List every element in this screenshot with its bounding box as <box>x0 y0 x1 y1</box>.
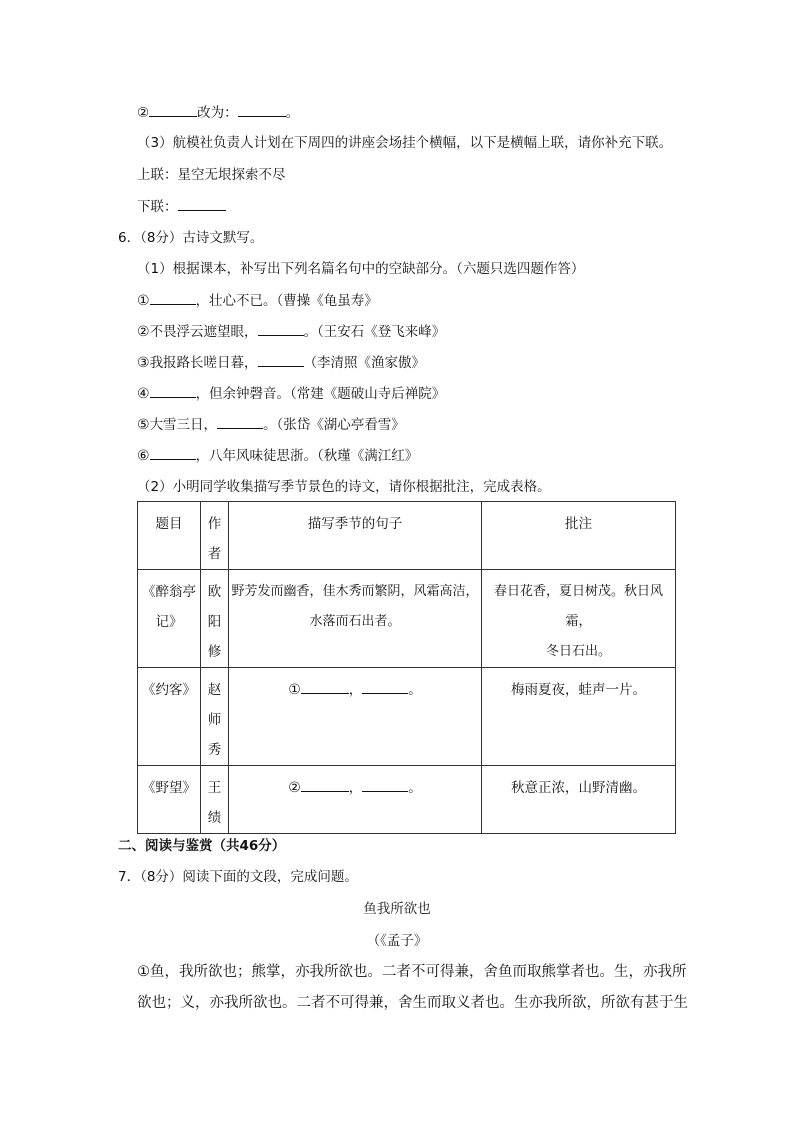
answer-blank[interactable] <box>217 414 263 429</box>
season-poem-table <box>137 501 676 834</box>
item-text: 。（张岱《湖心亭看雪》 <box>263 417 405 433</box>
passage-title: 鱼我所欲也 <box>363 901 431 917</box>
item-mark: ① <box>137 293 150 309</box>
table-header-row <box>138 502 676 570</box>
cell-note: 梅雨夏夜，蛙声一片。 <box>482 668 676 766</box>
cell-author: 欧 阳 修 <box>201 570 229 668</box>
couplet-lower <box>137 196 226 217</box>
end: 。 <box>408 780 422 796</box>
header-title: 题目 <box>138 502 201 570</box>
header-note: 批注 <box>482 502 676 570</box>
item-text: 。 <box>285 105 300 121</box>
poem-item-2 <box>137 321 445 342</box>
passage-author: （《孟子》 <box>366 933 428 949</box>
answer-blank[interactable] <box>301 679 349 694</box>
answer-blank[interactable] <box>149 102 197 117</box>
item-mark: ② <box>288 780 301 796</box>
item-text: （李清照《渔家傲》 <box>303 355 426 371</box>
answer-blank[interactable] <box>301 777 349 792</box>
q5-item2 <box>137 102 299 123</box>
item-mark: ① <box>288 682 301 698</box>
cell-note: 春日花香，夏日树茂。秋日风霜， 冬日石出。 <box>482 570 676 668</box>
q7-title: 7．（8分）阅读下面的文段，完成问题。 <box>118 869 358 885</box>
answer-blank[interactable] <box>238 102 286 117</box>
item-mark: ② <box>137 324 150 340</box>
header-sentence: 描写季节的句子 <box>229 502 482 570</box>
item-mark: ③ <box>137 355 150 371</box>
item-mark: ② <box>137 105 150 121</box>
end: 。 <box>408 682 422 698</box>
poem-item-4 <box>137 383 445 404</box>
cell-title: 《醉翁亭 记》 <box>138 570 201 668</box>
item-text: 不畏浮云遮望眼， <box>149 324 258 340</box>
item-mark: ⑤ <box>137 417 150 433</box>
item-text: 改为： <box>197 105 238 121</box>
table-row <box>138 668 676 766</box>
item-text: 大雪三日， <box>149 417 218 433</box>
q6-sub2: （2）小明同学收集描写季节景色的诗文，请你根据批注，完成表格。 <box>137 479 551 495</box>
answer-blank[interactable] <box>258 321 304 336</box>
table-row <box>138 570 676 668</box>
poem-item-6 <box>137 445 418 466</box>
q6-sub1: （1）根据课本，补写出下列名篇名句中的空缺部分。（六题只选四题作答） <box>137 261 585 277</box>
header-author: 作 者 <box>201 502 229 570</box>
item-text: ，壮心不已。（曹操《龟虽寿》 <box>195 293 378 309</box>
cell-sentence: 野芳发而幽香，佳木秀而繁阴，风霜高洁， 水落而石出者。 <box>229 570 482 668</box>
cell-title: 《野望》 <box>138 766 201 834</box>
item-mark: ④ <box>137 386 150 402</box>
item-text: 我报路长嗟日暮， <box>149 355 258 371</box>
poem-item-3 <box>137 352 425 373</box>
lower-label: 下联： <box>137 199 178 215</box>
passage-line: 欲也；义，亦我所欲也。二者不可得兼，舍生而取义者也。生亦我所欲，所欲有甚于生 <box>137 995 688 1011</box>
cell-sentence <box>229 766 482 834</box>
q5-sub3: （3）航模社负责人计划在下周四的讲座会场挂个横幅，以下是横幅上联，请你补充下联。 <box>137 135 673 151</box>
poem-item-1 <box>137 290 378 311</box>
poem-item-5 <box>137 414 405 435</box>
answer-blank[interactable] <box>150 383 196 398</box>
cell-note: 秋意正浓，山野清幽。 <box>482 766 676 834</box>
answer-blank[interactable] <box>150 290 196 305</box>
cell-title: 《约客》 <box>138 668 201 766</box>
answer-blank[interactable] <box>150 445 196 460</box>
answer-blank[interactable] <box>362 777 408 792</box>
cell-author: 王 绩 <box>201 766 229 834</box>
item-text: ，八年风味徒思浙。（秋瑾《满江红》 <box>195 448 419 464</box>
item-text: 。（王安石《登飞来峰》 <box>303 324 446 340</box>
item-mark: ⑥ <box>137 448 150 464</box>
cell-author: 赵 师 秀 <box>201 668 229 766</box>
sep: ， <box>348 682 363 698</box>
passage-line: ①鱼，我所欲也；熊掌，亦我所欲也。二者不可得兼，舍鱼而取熊掌者也。生，亦我所 <box>137 964 687 980</box>
answer-blank[interactable] <box>258 352 304 367</box>
couplet-upper: 上联：星空无垠探索不尽 <box>137 167 286 183</box>
sep: ， <box>348 780 363 796</box>
q6-title: 6．（8分）古诗文默写。 <box>118 230 264 246</box>
answer-blank[interactable] <box>362 679 408 694</box>
section-heading: 二、阅读与鉴赏（共46分） <box>118 838 286 854</box>
item-text: ，但余钟磬音。（常建《题破山寺后禅院》 <box>195 386 446 402</box>
answer-blank[interactable] <box>178 196 226 211</box>
cell-sentence <box>229 668 482 766</box>
table-row <box>138 766 676 834</box>
